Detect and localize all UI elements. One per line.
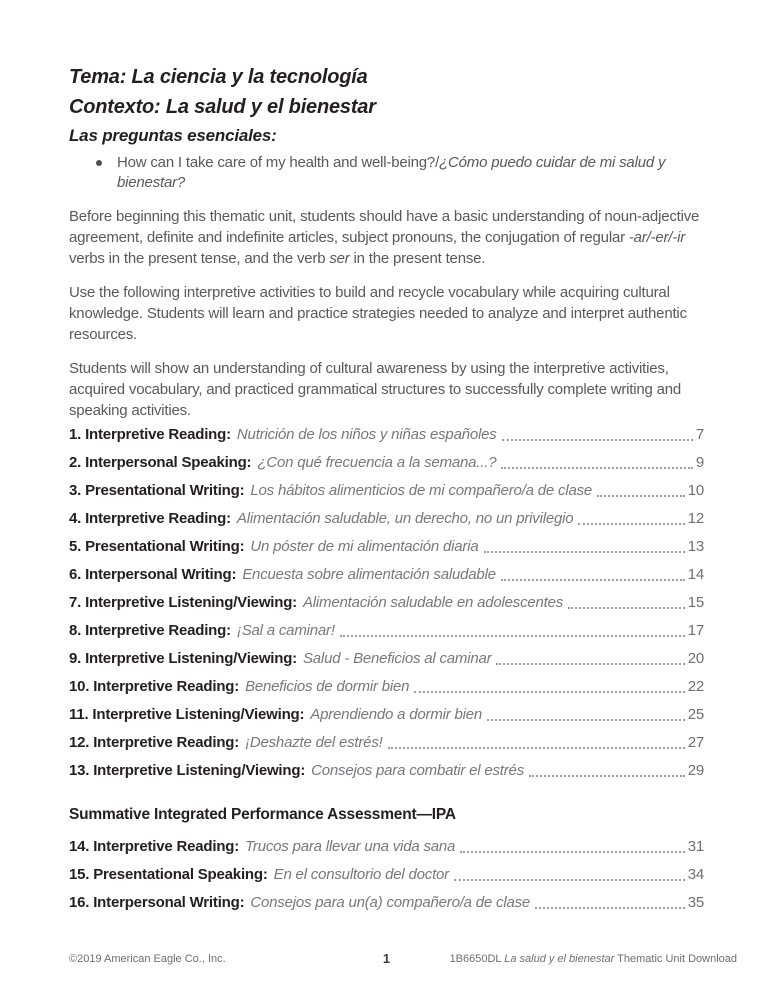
toc-item-page: 10 (687, 482, 704, 499)
toc-item (69, 707, 704, 723)
theme-title: Tema: La ciencia y la tecnología (69, 66, 368, 88)
essential-questions-heading: Las preguntas esenciales: (69, 126, 277, 145)
toc-item-title: Aprendiendo a dormir bien (310, 706, 483, 723)
toc-item-title: Los hábitos alimenticios de mi compañero/a de clase (250, 482, 593, 499)
document-suffix: Thematic Unit Download (617, 953, 737, 965)
essential-question-spanish: ¿Cómo puedo cuidar de mi salud y bienestar? (117, 154, 666, 191)
toc-item (69, 651, 704, 667)
toc-item-title: Alimentación saludable, un derecho, no un privilegio (236, 510, 574, 527)
toc-item-page: 17 (687, 622, 704, 639)
toc-leader-dots (454, 879, 685, 881)
toc-leader-dots (388, 747, 685, 749)
essential-question-english: How can I take care of my health and well-being?/ (117, 154, 440, 171)
essential-question-item (69, 153, 704, 193)
toc-item-page: 14 (687, 566, 704, 583)
bullet-icon (96, 160, 102, 166)
toc-item-page: 22 (687, 678, 704, 695)
toc-item-label: 9. Interpretive Listening/Viewing: (69, 650, 297, 667)
toc-item-label: 13. Interpretive Listening/Viewing: (69, 762, 306, 779)
toc-item-label: 11. Interpretive Listening/Viewing: (69, 706, 305, 723)
page-footer (0, 951, 773, 971)
toc-item-label: 5. Presentational Writing: (69, 538, 245, 555)
toc-item-title: Encuesta sobre alimentación saludable (242, 566, 496, 583)
toc-item-label: 8. Interpretive Reading: (69, 622, 231, 639)
intro-paragraph-1 (69, 206, 704, 269)
toc-item-title: Beneficios de dormir bien (245, 678, 410, 695)
toc-item (69, 679, 704, 695)
toc-item-title: Salud - Beneficios al caminar (302, 650, 492, 667)
toc-item (69, 895, 704, 911)
context-title: Contexto: La salud y el bienestar (69, 96, 376, 118)
toc-leader-dots (535, 907, 685, 909)
toc-item-page: 35 (687, 894, 704, 911)
toc-item-page: 31 (687, 838, 704, 855)
toc-list (69, 427, 704, 779)
toc-item (69, 839, 704, 855)
toc-item (69, 539, 704, 555)
toc-item-label: 12. Interpretive Reading: (69, 734, 240, 751)
document-code: 1B6650DL (449, 953, 502, 965)
toc-item-page: 9 (695, 454, 704, 471)
toc-item-title: Nutrición de los niños y niñas españoles (236, 426, 497, 443)
toc-leader-dots (502, 439, 693, 441)
toc-item (69, 867, 704, 883)
toc-item-title: Trucos para llevar una vida sana (245, 838, 456, 855)
toc-item-title: Consejos para un(a) compañero/a de clase (250, 894, 531, 911)
toc-leader-dots (501, 467, 693, 469)
document-title-italic: La salud y el bienestar (504, 953, 615, 965)
intro-paragraph-3: Students will show an understanding of cultural awareness by using the interpretive activities, acquired vocabulary, and practiced grammatical structures to successfully complete writing and speaking activities. (69, 360, 682, 419)
toc-item-title: ¡Sal a caminar! (236, 622, 335, 639)
toc-item-title: Un póster de mi alimentación diaria (250, 538, 479, 555)
intro-paragraph-2: Use the following interpretive activities to build and recycle vocabulary while acquiring cultural knowledge. Students will learn and practice strategies needed to analyze and interpret authentic resources. (69, 284, 687, 343)
toc-leader-dots (484, 551, 685, 553)
toc-item-title: Alimentación saludable en adolescentes (302, 594, 564, 611)
toc-item-label: 2. Interpersonal Speaking: (69, 454, 252, 471)
toc-item (69, 623, 704, 639)
summative-heading: Summative Integrated Performance Assessment—IPA (69, 806, 456, 823)
toc-item-page: 12 (687, 510, 704, 527)
toc-item-title: ¡Deshazte del estrés! (245, 734, 383, 751)
document-id (450, 953, 737, 965)
toc-item (69, 483, 704, 499)
toc-item-page: 15 (687, 594, 704, 611)
toc-item-label: 7. Interpretive Listening/Viewing: (69, 594, 297, 611)
toc-leader-dots (597, 495, 685, 497)
essential-question-text (117, 153, 704, 193)
toc-item-label: 1. Interpretive Reading: (69, 426, 231, 443)
toc-item-label: 14. Interpretive Reading: (69, 838, 240, 855)
toc-item-page: 13 (687, 538, 704, 555)
verb-ser-italic: ser (329, 250, 350, 267)
toc-leader-dots (578, 523, 684, 525)
toc-item-label: 16. Interpersonal Writing: (69, 894, 245, 911)
toc-item-page: 29 (687, 762, 704, 779)
toc-leader-dots (529, 775, 685, 777)
paragraph-segment: in the present tense. (349, 250, 486, 267)
toc-item-title: En el consultorio del doctor (273, 866, 449, 883)
toc-item (69, 567, 704, 583)
toc-item (69, 511, 704, 527)
toc-item-page: 7 (695, 426, 704, 443)
page-number: 1 (382, 951, 391, 966)
toc-item-label: 4. Interpretive Reading: (69, 510, 231, 527)
verb-endings-italic: -ar/-er/-ir (628, 229, 685, 246)
toc-item (69, 595, 704, 611)
toc-leader-dots (501, 579, 685, 581)
toc-item (69, 735, 704, 751)
toc-leader-dots (487, 719, 685, 721)
toc-item-title: ¿Con qué frecuencia a la semana...? (257, 454, 497, 471)
copyright-text: ©2019 American Eagle Co., Inc. (69, 953, 226, 965)
toc-item (69, 763, 704, 779)
toc-item-page: 25 (687, 706, 704, 723)
paragraph-segment: verbs in the present tense, and the verb (69, 250, 330, 267)
toc-leader-dots (568, 607, 685, 609)
toc-item-label: 6. Interpersonal Writing: (69, 566, 237, 583)
toc-leader-dots (414, 691, 684, 693)
toc-leader-dots (496, 663, 684, 665)
toc-item-page: 20 (687, 650, 704, 667)
toc-leader-dots (460, 851, 685, 853)
toc-item-title: Consejos para combatir el estrés (311, 762, 524, 779)
toc-item-label: 15. Presentational Speaking: (69, 866, 268, 883)
toc-item (69, 427, 704, 443)
toc-summative-list (69, 839, 704, 911)
toc-item-page: 34 (687, 866, 704, 883)
toc-item-page: 27 (687, 734, 704, 751)
toc-item (69, 455, 704, 471)
paragraph-segment: Before beginning this thematic unit, students should have a basic understanding of noun-adjective agreement, definite and indefinite articles, subject pronouns, the conjugation of regular (69, 208, 700, 246)
toc-leader-dots (340, 635, 685, 637)
toc-item-label: 10. Interpretive Reading: (69, 678, 240, 695)
toc-item-label: 3. Presentational Writing: (69, 482, 245, 499)
